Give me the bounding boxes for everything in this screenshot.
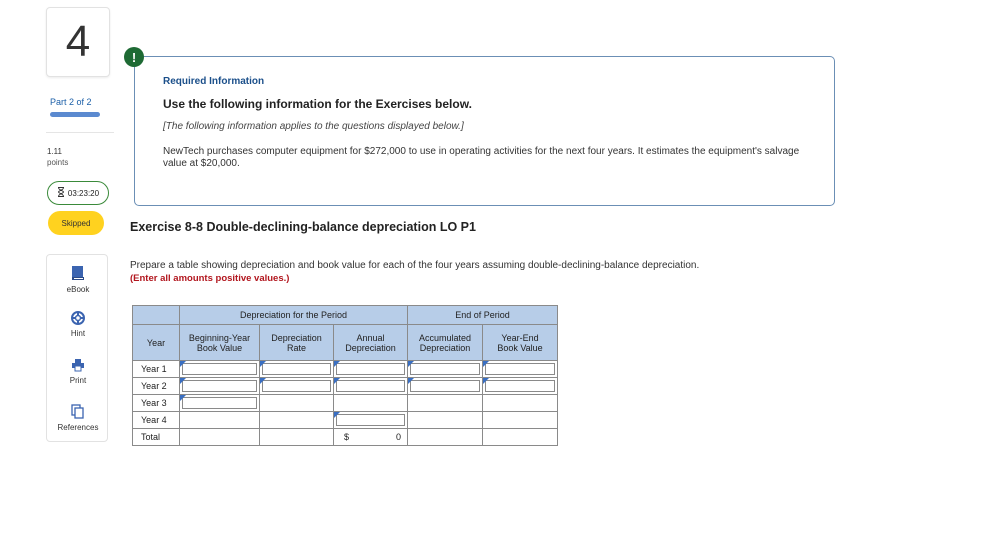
year2-yearend-input[interactable] bbox=[485, 380, 555, 392]
year2-yearend-cell bbox=[483, 378, 558, 395]
year1-beginning-input[interactable] bbox=[182, 363, 257, 375]
flag-icon bbox=[180, 395, 186, 401]
flag-icon bbox=[483, 378, 489, 384]
col-header-rate bbox=[260, 325, 334, 361]
printer-icon bbox=[71, 358, 85, 376]
sidebar-divider bbox=[46, 132, 114, 133]
timer-badge[interactable] bbox=[47, 181, 109, 205]
col-header-yearend bbox=[483, 325, 558, 361]
exercise-note: (Enter all amounts positive values.) bbox=[130, 273, 290, 284]
depreciation-table bbox=[132, 305, 558, 446]
points-value: 1.11 bbox=[47, 147, 62, 156]
year4-yearend-cell bbox=[483, 412, 558, 429]
total-annual-cell bbox=[334, 429, 408, 446]
hourglass-icon bbox=[57, 187, 65, 199]
hint-button[interactable] bbox=[47, 311, 109, 353]
status-badge: Skipped bbox=[48, 211, 104, 235]
question-number: 4 bbox=[46, 7, 110, 77]
timer-text: 03:23:20 bbox=[67, 188, 100, 198]
year1-yearend-cell bbox=[483, 361, 558, 378]
year4-annual-cell bbox=[334, 412, 408, 429]
flag-icon bbox=[180, 378, 186, 384]
flag-icon bbox=[408, 378, 414, 384]
table-row bbox=[133, 378, 558, 395]
col-header-accumulated-line1: Accumulated bbox=[418, 332, 472, 343]
col-header-rate-line1: Depreciation bbox=[271, 332, 322, 343]
col-header-beginning bbox=[180, 325, 260, 361]
references-button[interactable] bbox=[47, 404, 109, 446]
row-label-year-1: Year 1 bbox=[133, 361, 180, 378]
flag-icon bbox=[180, 361, 186, 367]
table-row bbox=[133, 412, 558, 429]
col-header-rate-line2: Rate bbox=[286, 342, 306, 353]
year2-annual-cell bbox=[334, 378, 408, 395]
print-label: Print bbox=[69, 376, 87, 385]
references-label: References bbox=[57, 423, 99, 432]
total-beginning-cell bbox=[180, 429, 260, 446]
year3-beginning-cell bbox=[180, 395, 260, 412]
row-label-year-4: Year 4 bbox=[133, 412, 180, 429]
year1-yearend-input[interactable] bbox=[485, 363, 555, 375]
ebook-button[interactable] bbox=[47, 265, 109, 307]
col-header-annual-line2: Depreciation bbox=[345, 342, 396, 353]
info-applies-note: [The following information applies to the questions displayed below.] bbox=[163, 121, 464, 132]
book-icon bbox=[71, 265, 85, 285]
tools-panel bbox=[46, 254, 108, 442]
year4-rate-cell bbox=[260, 412, 334, 429]
flag-icon bbox=[334, 361, 340, 367]
year4-accumulated-cell bbox=[408, 412, 483, 429]
total-accumulated-cell bbox=[408, 429, 483, 446]
col-header-annual bbox=[334, 325, 408, 361]
year3-rate-cell bbox=[260, 395, 334, 412]
col-header-accumulated-line2: Depreciation bbox=[419, 342, 471, 353]
row-label-total: Total bbox=[133, 429, 180, 446]
year1-annual-cell bbox=[334, 361, 408, 378]
lifebuoy-icon bbox=[71, 311, 85, 329]
flag-icon bbox=[483, 361, 489, 367]
col-header-year: Year bbox=[133, 325, 180, 361]
total-annual-value: 0 bbox=[395, 432, 401, 442]
year2-beginning-cell bbox=[180, 378, 260, 395]
table-row bbox=[133, 429, 558, 446]
year1-accumulated-input[interactable] bbox=[410, 363, 480, 375]
print-button[interactable] bbox=[47, 358, 109, 400]
year2-annual-input[interactable] bbox=[336, 380, 405, 392]
total-currency-symbol: $ bbox=[344, 432, 350, 442]
part-label: Part 2 of 2 bbox=[50, 97, 92, 107]
total-rate-cell bbox=[260, 429, 334, 446]
row-label-year-2: Year 2 bbox=[133, 378, 180, 395]
year1-accumulated-cell bbox=[408, 361, 483, 378]
year3-annual-cell bbox=[334, 395, 408, 412]
year2-accumulated-input[interactable] bbox=[410, 380, 480, 392]
exercise-prompt: Prepare a table showing depreciation and book value for each of the four years assuming double-declining-balance depreciation. bbox=[130, 260, 700, 271]
year3-yearend-cell bbox=[483, 395, 558, 412]
col-header-annual-line1: Annual bbox=[356, 332, 385, 343]
year2-rate-cell bbox=[260, 378, 334, 395]
flag-icon bbox=[260, 378, 266, 384]
flag-icon bbox=[260, 361, 266, 367]
info-title: Use the following information for the Exercises below. bbox=[163, 97, 472, 111]
table-row bbox=[133, 361, 558, 378]
year1-annual-input[interactable] bbox=[336, 363, 405, 375]
points-label: points bbox=[47, 158, 69, 167]
table-row bbox=[133, 395, 558, 412]
year3-accumulated-cell bbox=[408, 395, 483, 412]
flag-icon bbox=[334, 378, 340, 384]
col-header-beginning-line1: Beginning-Year bbox=[188, 332, 251, 343]
year1-beginning-cell bbox=[180, 361, 260, 378]
col-header-accumulated bbox=[408, 325, 483, 361]
required-info-heading: Required Information bbox=[163, 76, 265, 87]
flag-icon bbox=[334, 412, 340, 418]
year2-rate-input[interactable] bbox=[262, 380, 331, 392]
group-header-end: End of Period bbox=[408, 306, 558, 325]
alert-icon: ! bbox=[124, 47, 144, 67]
row-label-year-3: Year 3 bbox=[133, 395, 180, 412]
col-header-yearend-line2: Book Value bbox=[497, 342, 543, 353]
year4-beginning-cell bbox=[180, 412, 260, 429]
hint-label: Hint bbox=[70, 329, 86, 338]
header-blank bbox=[133, 306, 180, 325]
year1-rate-input[interactable] bbox=[262, 363, 331, 375]
year1-rate-cell bbox=[260, 361, 334, 378]
group-header-period: Depreciation for the Period bbox=[180, 306, 408, 325]
year2-accumulated-cell bbox=[408, 378, 483, 395]
documents-icon bbox=[71, 404, 85, 423]
year4-annual-input[interactable] bbox=[336, 414, 405, 426]
col-header-beginning-line2: Book Value bbox=[196, 342, 243, 353]
flag-icon bbox=[408, 361, 414, 367]
required-info-box bbox=[134, 56, 835, 206]
total-yearend-cell bbox=[483, 429, 558, 446]
col-header-yearend-line1: Year-End bbox=[501, 332, 539, 343]
exercise-title: Exercise 8-8 Double-declining-balance depreciation LO P1 bbox=[130, 220, 476, 234]
ebook-label: eBook bbox=[66, 285, 90, 294]
year2-beginning-input[interactable] bbox=[182, 380, 257, 392]
part-progress-bar bbox=[50, 112, 100, 117]
info-description: NewTech purchases computer equipment for $272,000 to use in operating activities for the next four years. It estimates the equipment's salvage value at $20,000. bbox=[163, 146, 800, 169]
year3-beginning-input[interactable] bbox=[182, 397, 257, 409]
